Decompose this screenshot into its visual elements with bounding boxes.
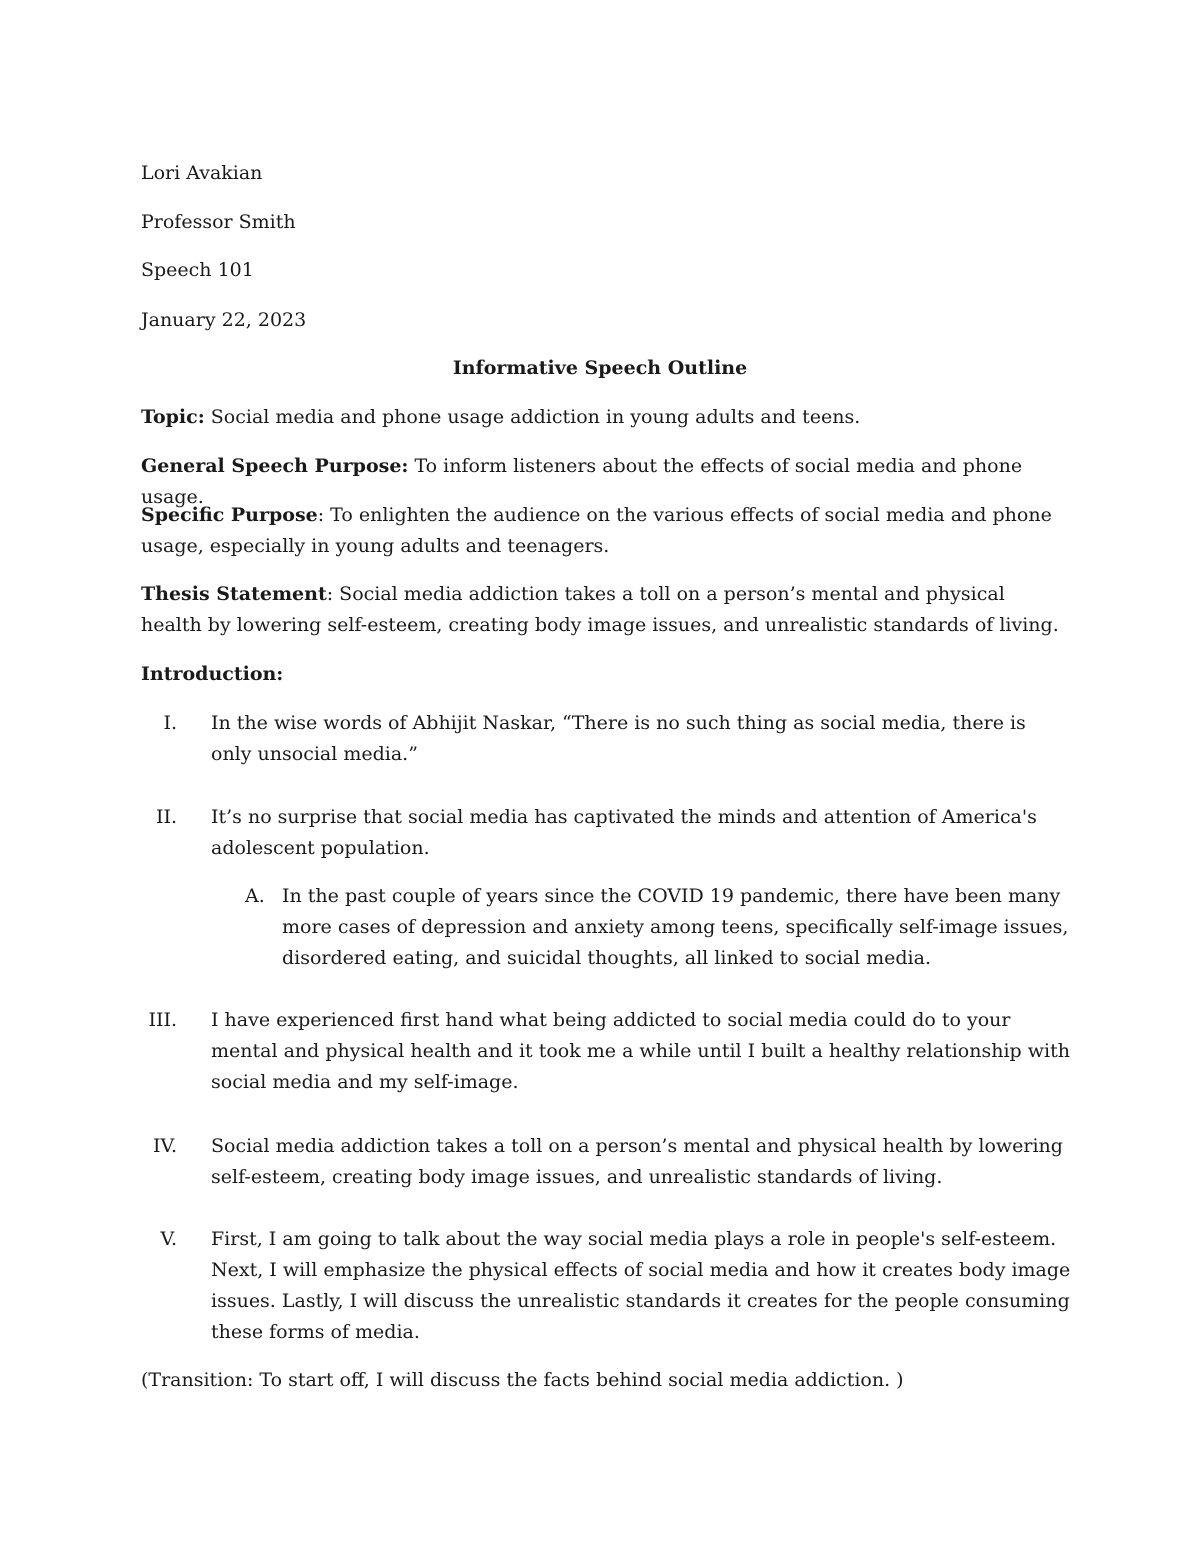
topic-text: Social media and phone usage addiction in young adults and teens. (210, 406, 861, 428)
outline-numeral: III. (148, 1009, 177, 1031)
outline-numeral: I. (163, 712, 177, 734)
general-purpose-label: General Speech Purpose: (141, 455, 409, 477)
specific-purpose-label: Specific Purpose (141, 504, 318, 526)
outline-numeral: V. (160, 1228, 177, 1250)
specific-purpose-paragraph (141, 500, 1071, 562)
topic-label: Topic: (141, 406, 205, 428)
outline-subitem-text: In the past couple of years since the COVID 19 pandemic, there have been many more cases of depression and anxiety among teens, specifically self-image issues, disordered eating, and suicidal thoughts, all linked to social media. (282, 885, 1069, 969)
outline-item-text: First, I am going to talk about the way social media plays a role in people's self-esteem. Next, I will emphasize the physical effects of social media and how it creates body image issues. Lastly, I will discuss the unrealistic standards it creates for the people consuming these forms of media. (211, 1228, 1071, 1343)
outline-numeral: IV. (153, 1135, 177, 1157)
outline-item-text: Social media addiction takes a toll on a person’s mental and physical health by lowering self-esteem, creating body image issues, and unrealistic standards of living. (211, 1135, 1063, 1188)
specific-purpose-text: : To enlighten the audience on the various effects of social media and phone usage, especially in young adults and teenagers. (141, 504, 1052, 557)
thesis-paragraph (141, 579, 1071, 641)
outline-item-text: In the wise words of Abhijit Naskar, “There is no such thing as social media, there is only unsocial media.” (211, 712, 1026, 765)
thesis-label: Thesis Statement (141, 583, 327, 605)
topic-paragraph (141, 402, 1071, 433)
course-name: Speech 101 (141, 259, 254, 281)
transition-text: (Transition: To start off, I will discuss the facts behind social media addiction. ) (141, 1369, 904, 1391)
outline-numeral: II. (155, 806, 177, 828)
introduction-heading: Introduction: (141, 663, 284, 685)
document-title: Informative Speech Outline (452, 357, 748, 379)
thesis-text: : Social media addiction takes a toll on a person’s mental and physical health by lowering self-esteem, creating body image issues, and unrealistic standards of living. (141, 583, 1059, 636)
professor-name: Professor Smith (141, 211, 296, 233)
outline-item-text: It’s no surprise that social media has captivated the minds and attention of America's adolescent population. (211, 806, 1037, 859)
general-purpose-text: To inform listeners about the effects of social media and phone usage. (141, 455, 1023, 508)
document-date: January 22, 2023 (141, 309, 307, 331)
outline-sub-letter: A. (245, 885, 265, 907)
author-name: Lori Avakian (141, 162, 263, 184)
outline-item-text: I have experienced first hand what being addicted to social media could do to your mental and physical health and it took me a while until I built a healthy relationship with social media and my self-image. (211, 1009, 1070, 1093)
